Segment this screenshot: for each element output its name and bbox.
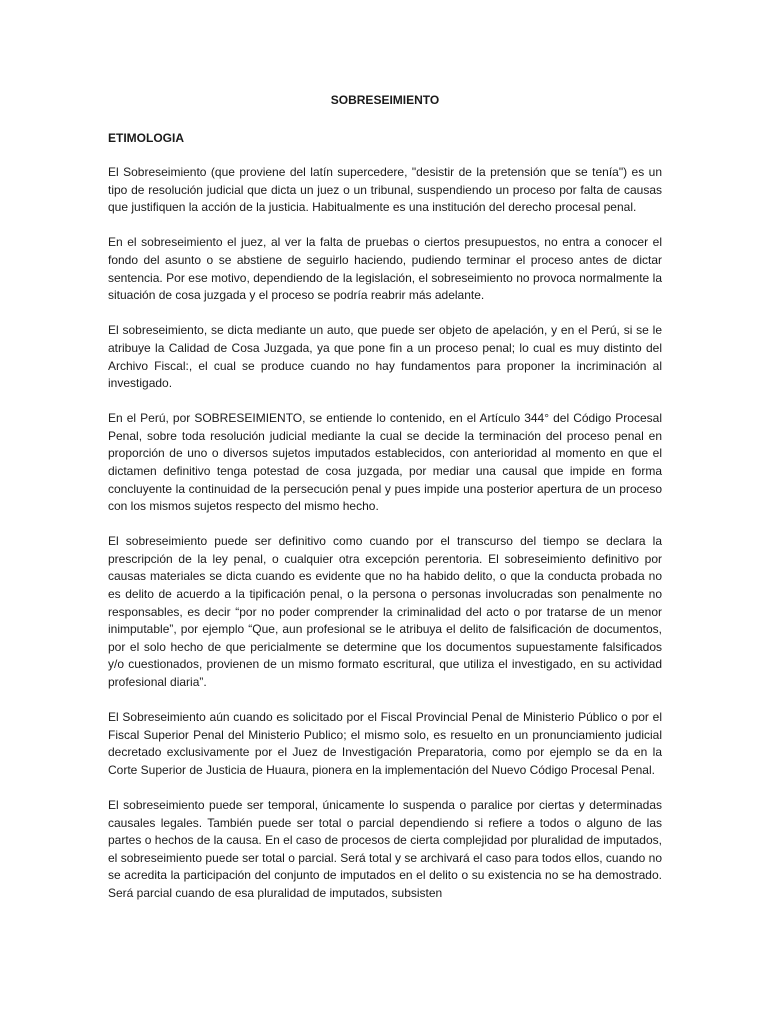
document-body (108, 92, 662, 903)
paragraph-1: El Sobreseimiento (que proviene del latín supercedere, "desistir de la pretensión que se tenía") es un tipo de resolución judicial que dicta un juez o un tribunal, suspendiendo un proceso por falta de causas que justifiquen la acción de la justicia. Habitualmente es una institución del derecho procesal penal. (108, 165, 662, 215)
paragraph-4: En el Perú, por SOBRESEIMIENTO, se entiende lo contenido, en el Artículo 344° del Código Procesal Penal, sobre toda resolución judicial mediante la cual se decide la terminación del proceso penal en proporción de uno o diversos sujetos imputados establecidos, con anterioridad al momento en que el dictamen definitivo tenga potestad de cosa juzgada, por mediar una causal que impide en forma concluyente la continuidad de la persecución penal y pues impide una posterior apertura de un proceso con los mismos sujetos respecto del mismo hecho. (108, 411, 662, 514)
document-title: SOBRESEIMIENTO (330, 93, 440, 107)
paragraph-6: El Sobreseimiento aún cuando es solicitado por el Fiscal Provincial Penal de Ministerio Público o por el Fiscal Superior Penal del Ministerio Publico; el mismo solo, es resuelto en un pronunciamiento judicial decretado exclusivamente por el Juez de Investigación Preparatoria, como por ejemplo se da en la Corte Superior de Justicia de Huaura, pionera en la implementación del Nuevo Código Procesal Penal. (108, 710, 662, 777)
section-heading-etimologia: ETIMOLOGIA (108, 130, 184, 145)
paragraph-7: El sobreseimiento puede ser temporal, únicamente lo suspenda o paralice por ciertas y determinadas causales legales. También puede ser total o parcial dependiendo si refiere a todos o alguno de las partes o hechos de la causa. En el caso de procesos de cierta complejidad por pluralidad de imputados, el sobreseimiento puede ser total o parcial. Será total y se archivará el caso para todos ellos, cuando no se acredita la participación del conjunto de imputados en el delito o su existencia no se ha demostrado. Será parcial cuando de esa pluralidad de imputados, subsisten (108, 798, 662, 900)
paragraph-5: El sobreseimiento puede ser definitivo como cuando por el transcurso del tiempo se declara la prescripción de la ley penal, o cualquier otra excepción perentoria. El sobreseimiento definitivo por causas materiales se dicta cuando es evidente que no ha habido delito, o que la conducta probada no es delito de acuerdo a la tipificación penal, o la persona o personas involucradas son penalmente no responsables, es decir “por no poder comprender la criminalidad del acto o por tratarse de un menor inimputable”, por ejemplo “Que, aun profesional se le atribuya el delito de falsificación de documentos, por el solo hecho de que pericialmente se determine que los documentos supuestamente falsificados y/o cuestionados, provienen de un mismo formato escritural, que utiliza el investigado, en su actividad profesional diaria”. (108, 534, 662, 690)
paragraph-2: En el sobreseimiento el juez, al ver la falta de pruebas o ciertos presupuestos, no entra a conocer el fondo del asunto o se abstiene de seguirlo haciendo, pudiendo terminar el proceso antes de dictar sentencia. Por ese motivo, dependiendo de la legislación, el sobreseimiento no provoca normalmente la situación de cosa juzgada y el proceso se podría reabrir más adelante. (108, 235, 662, 303)
paragraph-3: El sobreseimiento, se dicta mediante un auto, que puede ser objeto de apelación, y en el Perú, si se le atribuye la Calidad de Cosa Juzgada, ya que pone fin a un proceso penal; lo cual es muy distinto del Archivo Fiscal:, el cual se produce cuando no hay fundamentos para proponer la incriminación al investigado. (108, 323, 662, 391)
